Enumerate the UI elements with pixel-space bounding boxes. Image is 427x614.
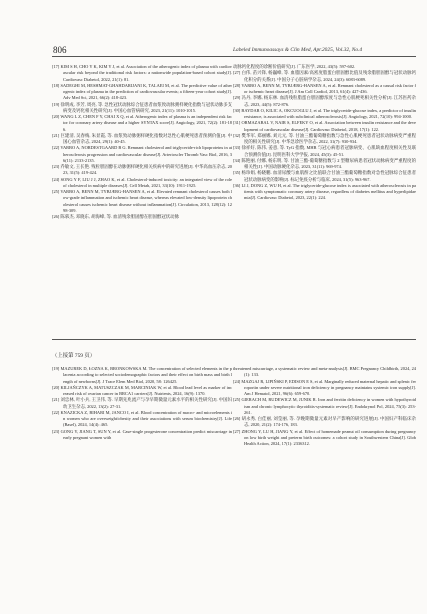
reference-entry: [20] KILJAŃCZYK A, MATUSZCZAK M, MARCINIAK W, et al. Blood lead level as marker of increased risk of ovarian cancer in BRCA1 carriers[J]. Nutrients, 2024, 16(9): 1370. (52, 384, 232, 396)
reference-entry: [36] LI J, DONG Z, WU H, et al. The triglyceride-glucose index is associated with atherosclerosis in patients with symptomatic coronary artery disease, regardless of diabetes mellitus and hyperlipidaemia[J]. Cardiovasc Diabetol, 2023, 22(1): 224. (233, 182, 416, 201)
running-head: Labeled Immunoassays & Clin Med, Apr.2025, Vol.32, No.4 (233, 47, 363, 53)
header-rule (52, 56, 416, 57)
reference-entry: [23] GONG Y, JIANG T, SUN Y, et al. Case-single progesterone concentration predict miscarriage in early pregnant women with (52, 428, 232, 440)
reference-entry: [26] 胡永秀, 白佳丽, 刘莹丽, 等. 孕晚期微量元素对早产影响的研究进展[J]. 中国妇产科临床杂志, 2020, 21(2): 174-176, 183. (233, 416, 416, 428)
reference-entry: [29] 冯丹, 李娜, 杨东林. 血清残粒脂蛋白胆固醇浓度与急性心肌梗死相关性分析[J]. 江苏医药杂志, 2023, 44(5): 872-876. (233, 95, 416, 107)
reference-entry: [22] KNAZICKA Z, BIHARI M, JANCO I, et al. Blood concentration of macro- and microelements in women who are overweight/obesity and their associations with serum biochemistry[J]. Life (Basel), 2024, 14(4): 465. (52, 409, 232, 428)
reference-entry: [27] ZHONG Y, LU H, JIANG Y, et al. Effect of homemade peanut oil consumption during pregnancy on low birth weight and preterm birth outcomes: a cohort study in Southwestern China[J]. Glob Health Action, 2024, 17(1): 2336312. (233, 428, 416, 446)
reference-column-top-left (52, 64, 232, 220)
reference-entry: [19] 徐明成, 李芳, 周亮, 等. 急性冠状动脉综合征患者血浆致动脉粥样硬化指数与冠状动脉多支病变及钙化相关性研究[J]. 中国心血管病研究, 2023, 21(11): 1010-1015. (52, 101, 232, 113)
reference-entry: [26] 陈慕杰, 邓晓东, 胡海峰, 等. 血清残余胆固醇在胆固醇冠状动脉 (52, 214, 179, 219)
reference-entry: [24] SONG Y F, LIU J J, ZHAO K, et al. Cholesterol-induced toxicity: an integrated view of the role of cholesterol in multiple diseases[J]. Cell Metab, 2021, 33(10): 1911-1925. (52, 176, 232, 188)
reference-entry: [20] WANG L Z, CHEN F Y, CHAI X Q, et al. Atherogenic index of plasma is an independent risk factor for coronary artery disease and a higher SYNTAX score[J]. Angiology, 2021, 72(2): 181-186. (52, 114, 232, 132)
page-number: 806 (53, 45, 67, 55)
reference-entry: [28] VARBO A, BENN M, TYBJÆRG-HANSEN A, et al. Remnant cholesterol as a causal risk factor for ischemic heart disease[J]. J Am Coll Cardiol, 2013, 61(4): 427-436. (233, 82, 416, 94)
reference-column-top-right (233, 64, 416, 202)
reference-entry: [25] GIERACH M, RUDEWICZ M, JUNIK R. Iron and ferritin deficiency in women with hypothyroidism and chronic lymphocytic thyroiditis-systematic review[J]. Endokrynol Pol, 2024, 75(3): 253-261. (233, 397, 416, 415)
section-divider (52, 339, 416, 340)
reference-entry: [19] MAZUREK D, ŁOZNA K, BRONKOWSKA M. The concentration of selected elements in the placenta according to selected sociodemographic factors and their effect on birth mass and birth length of newborns[J]. J Trace Elem Med Biol, 2020, 58: 126425. (52, 366, 232, 384)
reference-entry: [18] SADEGHI M, HESHMAT-GHAHDARIJANI K, TALAEI M, et al. The predictive value of atherogenic index of plasma in the prediction of cardiovascular events; a fifteen-year cohort study[J]. Adv Med Sci, 2021, 66(2): 418-423. (52, 82, 232, 101)
reference-entry: [35] 杨珍娟, 杨晓鹏. 血清尿酸与血肌酐之比值联合甘油三酯葡萄糖指数对急性冠脉综合征患者冠状动脉病变的影响[J]. 标记免疫分析与临床, 2024, 31(5): 963-967. (233, 170, 416, 182)
reference-entry: [33] 徐祥好, 陈伟, 姜意, 等. TyG 指数, MHR 与冠心病患者冠脉病变、心肌缺血程度相关性及联合预测价值[J]. 昆明医科大学学报, 2024, 45(3): 45-51. (233, 145, 416, 157)
reference-column-bottom-right (233, 366, 416, 447)
reference-entry: [22] VARBO A, NORDESTGAARD B G. Remnant cholesterol and triglyceride-rich lipoproteins in atherosclerosis progression and cardiovascular disease[J]. Arterioscler Thromb Vasc Biol, 2016, 36(11): 2133-2135. (52, 145, 232, 163)
continuation-note: （上接第 759 页） (52, 353, 96, 359)
reference-entry: [21] 巨建清, 吴春梅, 朱显霞, 等. 血浆致动脉粥样硬化指数对急性心肌梗死患者预测价值[J]. 中国心血管杂志, 2024, 29(1): 40-45. (52, 132, 232, 144)
reference-entry: [24] MAZGAJ R, LIPIŃSKI P, EDISON E S, et al. Marginally reduced maternal hepatic and splenic ferroportin under severe nutritional iron deficiency in pregnancy maintains systemic iron supply[J]. Am J Hematol, 2021, 96(6): 659-670. (233, 378, 416, 396)
reference-entry: [27] 白伟, 苗兴锋, 杨巍峰, 等. 血脂因素/高密度脂蛋白胆固醇比值及残余脂胆固醇与冠状动脉钙化积分的关系[J]. 中国分子心脏病学杂志, 2024, 24(3): 6083-6089. (233, 70, 416, 82)
reference-column-bottom-left (52, 366, 232, 441)
reference-entry: [30] BAYDAR O, KILIC A, OKCUOGLU J, et al. The triglyceride-glucose index, a predictor of insulin resistance, is associated with subclinical atherosclerosis[J]. Angiology, 2021, 72(10): 994-1000. (233, 107, 416, 119)
reference-entry: 动脉钙化程度的诊断价值研究[J]. 广东医学, 2022, 43(5): 597-602. (233, 64, 356, 69)
reference-entry: [25] VARBO A, BENN M, TYBJÆRG-HANSEN A, et al. Elevated remnant cholesterol causes both low-grade inflammation and ischemic heart disease, whereas elevated low-density lipoprotein cholesterol causes ischemic heart disease without inflammation[J]. Circulation, 2013, 128(12): 1298-309. (52, 189, 232, 213)
reference-entry: [34] 陈艳丽, 付娜, 杨东明, 等. 甘油三酯-葡萄糖指数与 2 型糖尿病患者冠状动脉病变严重程度的相关性[J]. 中国动脉硬化杂志, 2023, 31(11): 969-974. (233, 157, 416, 169)
reference-entry: [31] ORMAZABAL V, NAIR S, ELFEKY O, et al. Association between insulin resistance and the development of cardiovascular disease[J]. Cardiovasc Diabetol, 2018, 17(1): 122. (233, 120, 416, 132)
reference-entry: threatened miscarriage, a systematic review and meta-analysis[J]. BMC Pregnancy Childbirth, 2024, 24(1): 133. (233, 366, 416, 378)
reference-entry: [21] 刘忠林, 叶小兵, 王卫伟, 等. 早期先兆流产与孕早期微量元素水平的相关性研究[J]. 中国妇幼卫生杂志, 2022, 13(2): 27-31. (52, 397, 232, 409)
reference-entry: [23] 乔敏文, 王长艳. 残粒胆固醇在动脉粥样硬化相关疾病中的研究进展[J]. 中华高血压杂志, 2023, 31(5): 419-424. (52, 164, 232, 176)
reference-entry: [32] 樊华军, 郑丽娜, 刘元元, 等. 甘油三酯葡萄糖指数与急性心肌梗死患者冠状动脉病变严重程度的相关性研究[J]. 中华急诊医学杂志, 2022, 31(7): 930-934. (233, 132, 416, 144)
reference-entry: [17] KIM S H, CHO Y K, KIM Y J, et al. Association of the atherogenic index of plasma with cardiovascular risk beyond the traditional risk factors: a nationwide population-based cohort study[J]. Cardiovasc Diabetol, 2022, 21(1): 81. (52, 64, 232, 82)
